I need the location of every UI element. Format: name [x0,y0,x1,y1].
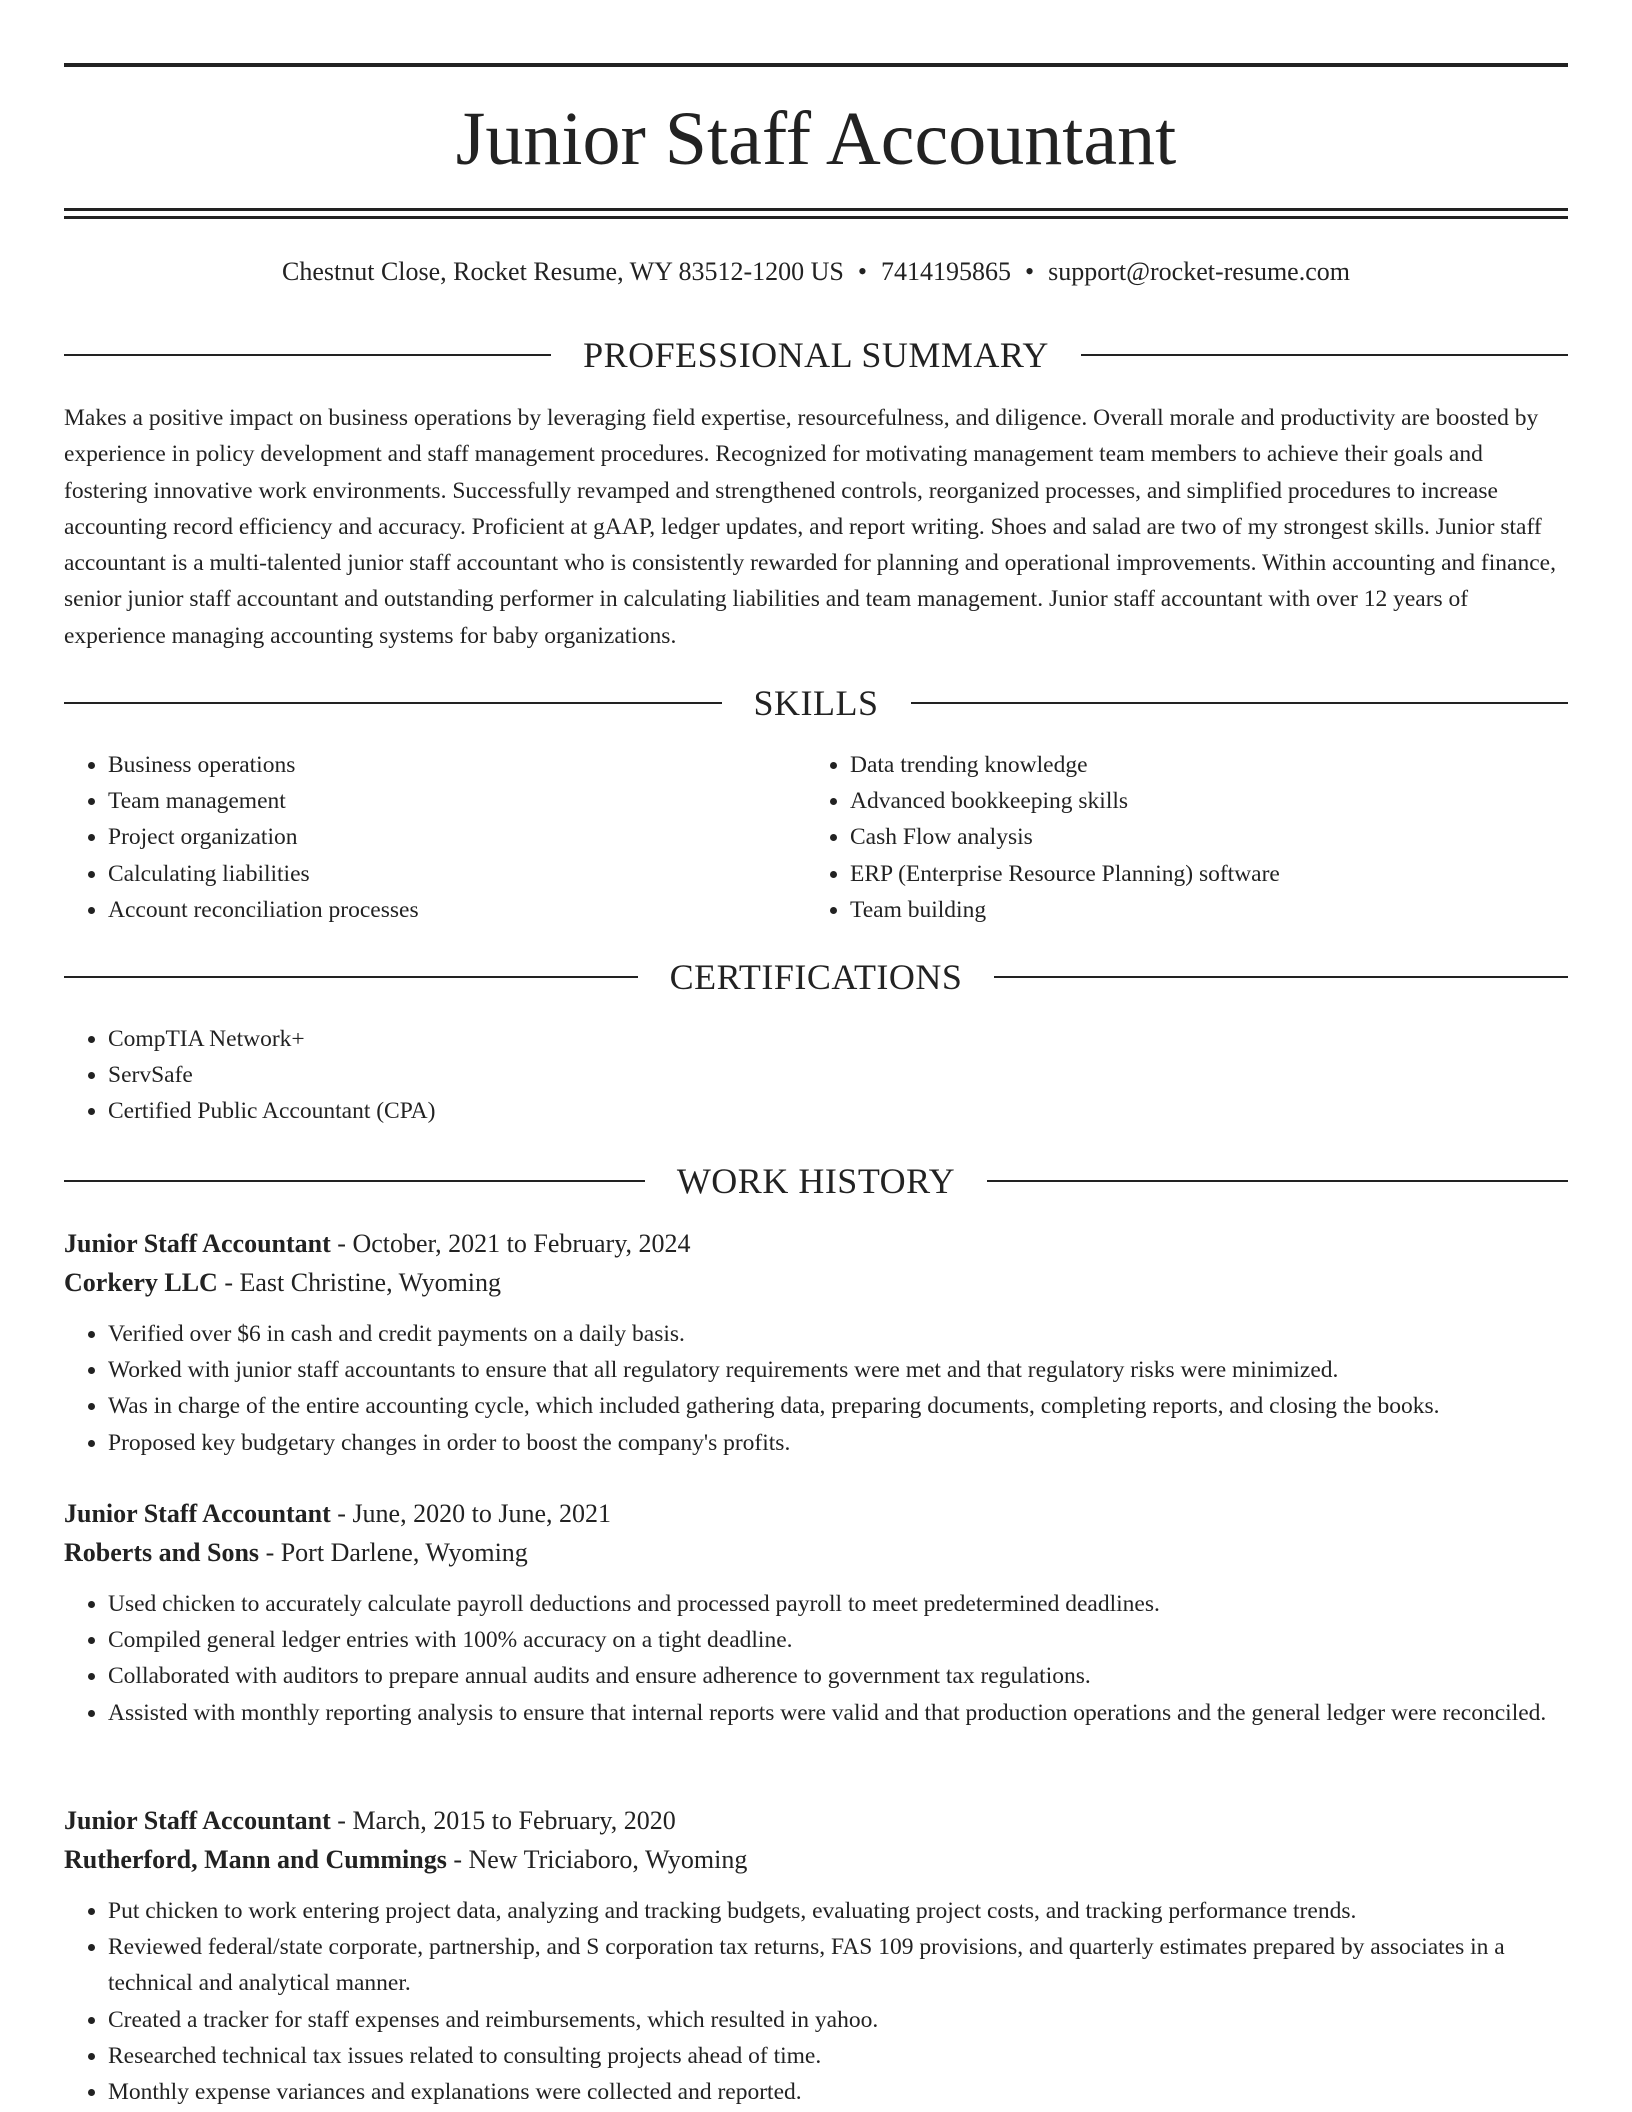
skill-item: • Team building [850,892,1590,928]
skill-item: • Calculating liabilities [108,856,848,892]
job-company: Roberts and Sons [64,1537,260,1567]
job-dates: - March, 2015 to February, 2020 [330,1806,676,1835]
contact-phone: 7414195865 [880,257,1011,286]
section-heading-certifications [64,955,1568,999]
contact-address: Chestnut Close, Rocket Resume, WY 83512-1200 US [282,257,844,286]
job-bullet: • Was in charge of the entire accounting cycle, which included gathering data, preparing documents, completing reports, and closing the books. [108,1388,1568,1424]
job-bullet: • Monthly expense variances and explanations were collected and reported. [108,2074,1568,2110]
job-title: Junior Staff Accountant [64,1499,331,1528]
job-bullet: • Assisted with monthly reporting analysis to ensure that internal reports were valid and that production operations and the general ledger were reconciled. [108,1695,1568,1731]
heading-rule [987,1180,1568,1182]
job-bullet: • Used chicken to accurately calculate payroll deductions and processed payroll to meet predetermined deadlines. [108,1586,1568,1622]
job-bullet: • Proposed key budgetary changes in order to boost the company's profits. [108,1425,1568,1461]
heading-rule [64,354,551,356]
skill-item: • Data trending knowledge [850,747,1590,783]
certification-item: • CompTIA Network+ [108,1021,1568,1057]
certification-item: • ServSafe [108,1057,1568,1093]
job-bullets [64,1316,1568,1461]
job-entry [64,1225,1568,1461]
job-title: Junior Staff Accountant [64,1229,331,1258]
top-rule [64,63,1568,67]
title-rule-lower [64,216,1568,219]
heading-rule [64,1180,645,1182]
job-bullet: • Researched technical tax issues related to consulting projects ahead of time. [108,2038,1568,2074]
skill-item: • ERP (Enterprise Resource Planning) software [850,856,1590,892]
section-title: WORK HISTORY [676,1161,956,1201]
summary-paragraph: Makes a positive impact on business operations by leveraging field expertise, resourcefulness, and diligence. Overall morale and productivity are boosted by experience in policy development and staff management procedures. Recognized for motivating management team members to achieve their goals and fostering innovative work environments. Successfully revamped and strengthened controls, reorganized processes, and simplified procedures to increase accounting record efficiency and accuracy. Proficient at gAAP, ledger updates, and report writing. Shoes and salad are two of my strongest skills. Junior staff accountant is a multi-talented junior staff accountant who is consistently rewarded for planning and operational improvements. Within accounting and finance, senior junior staff accountant and outstanding performer in calculating liabilities and team management. Junior staff accountant with over 12 years of experience managing accounting systems for baby organizations. [64,405,1556,649]
job-entry [64,1802,1568,2110]
job-location: - East Christine, Wyoming [217,1267,502,1297]
heading-rule [64,702,722,704]
job-title-row [64,1225,1568,1264]
contact-separator: • [857,257,867,286]
skills-list-left [64,747,848,928]
heading-rule [64,976,638,978]
job-company-row [64,1264,1568,1303]
job-title-row [64,1802,1568,1841]
job-title-row [64,1495,1568,1534]
skill-item: • Team management [108,783,848,819]
job-bullet: • Collaborated with auditors to prepare annual audits and ensure adherence to government tax regulations. [108,1658,1568,1694]
job-dates: - June, 2020 to June, 2021 [330,1499,611,1528]
skill-item: • Cash Flow analysis [850,819,1590,855]
skill-item: • Business operations [108,747,848,783]
heading-rule [994,976,1568,978]
job-company: Rutherford, Mann and Cummings [64,1844,447,1874]
contact-line [64,254,1568,290]
heading-rule [1081,354,1568,356]
job-bullets [64,1893,1568,2110]
job-company-row [64,1534,1568,1573]
job-location: - Port Darlene, Wyoming [259,1537,528,1567]
section-title: CERTIFICATIONS [669,957,963,997]
section-heading-work-history [64,1159,1568,1203]
job-title: Junior Staff Accountant [64,1806,331,1835]
job-entry [64,1495,1568,1731]
job-dates: - October, 2021 to February, 2024 [330,1229,691,1258]
section-title: PROFESSIONAL SUMMARY [583,335,1049,375]
job-bullet: • Worked with junior staff accountants to ensure that all regulatory requirements were met and that regulatory risks were minimized. [108,1352,1568,1388]
section-title: SKILLS [753,683,879,723]
skill-item: • Project organization [108,819,848,855]
resume-title: Junior Staff Accountant [455,97,1177,181]
job-bullet: • Reviewed federal/state corporate, partnership, and S corporation tax returns, FAS 109 provisions, and quarterly estimates prepared by associates in a technical and analytical manner. [108,1929,1568,2001]
job-company: Corkery LLC [64,1267,218,1297]
skills-list-right [806,747,1590,928]
job-bullet: • Created a tracker for staff expenses and reimbursements, which resulted in yahoo. [108,2002,1568,2038]
section-heading-skills [64,681,1568,725]
job-bullet: • Compiled general ledger entries with 100% accuracy on a tight deadline. [108,1622,1568,1658]
contact-email: support@rocket-resume.com [1048,257,1350,286]
job-bullet: • Put chicken to work entering project data, analyzing and tracking budgets, evaluating project costs, and tracking performance trends. [108,1893,1568,1929]
skill-item: • Account reconciliation processes [108,892,848,928]
heading-rule [911,702,1569,704]
section-heading-summary [64,333,1568,377]
certifications-list [64,1021,1568,1130]
contact-separator: • [1024,257,1035,286]
job-location: - New Triciaboro, Wyoming [446,1844,748,1874]
job-bullets [64,1586,1568,1731]
skill-item: • Advanced bookkeeping skills [850,783,1590,819]
job-company-row [64,1841,1568,1880]
job-bullet: • Verified over $6 in cash and credit payments on a daily basis. [108,1316,1568,1352]
certification-item: • Certified Public Accountant (CPA) [108,1093,1568,1129]
title-rule-upper [64,208,1568,211]
